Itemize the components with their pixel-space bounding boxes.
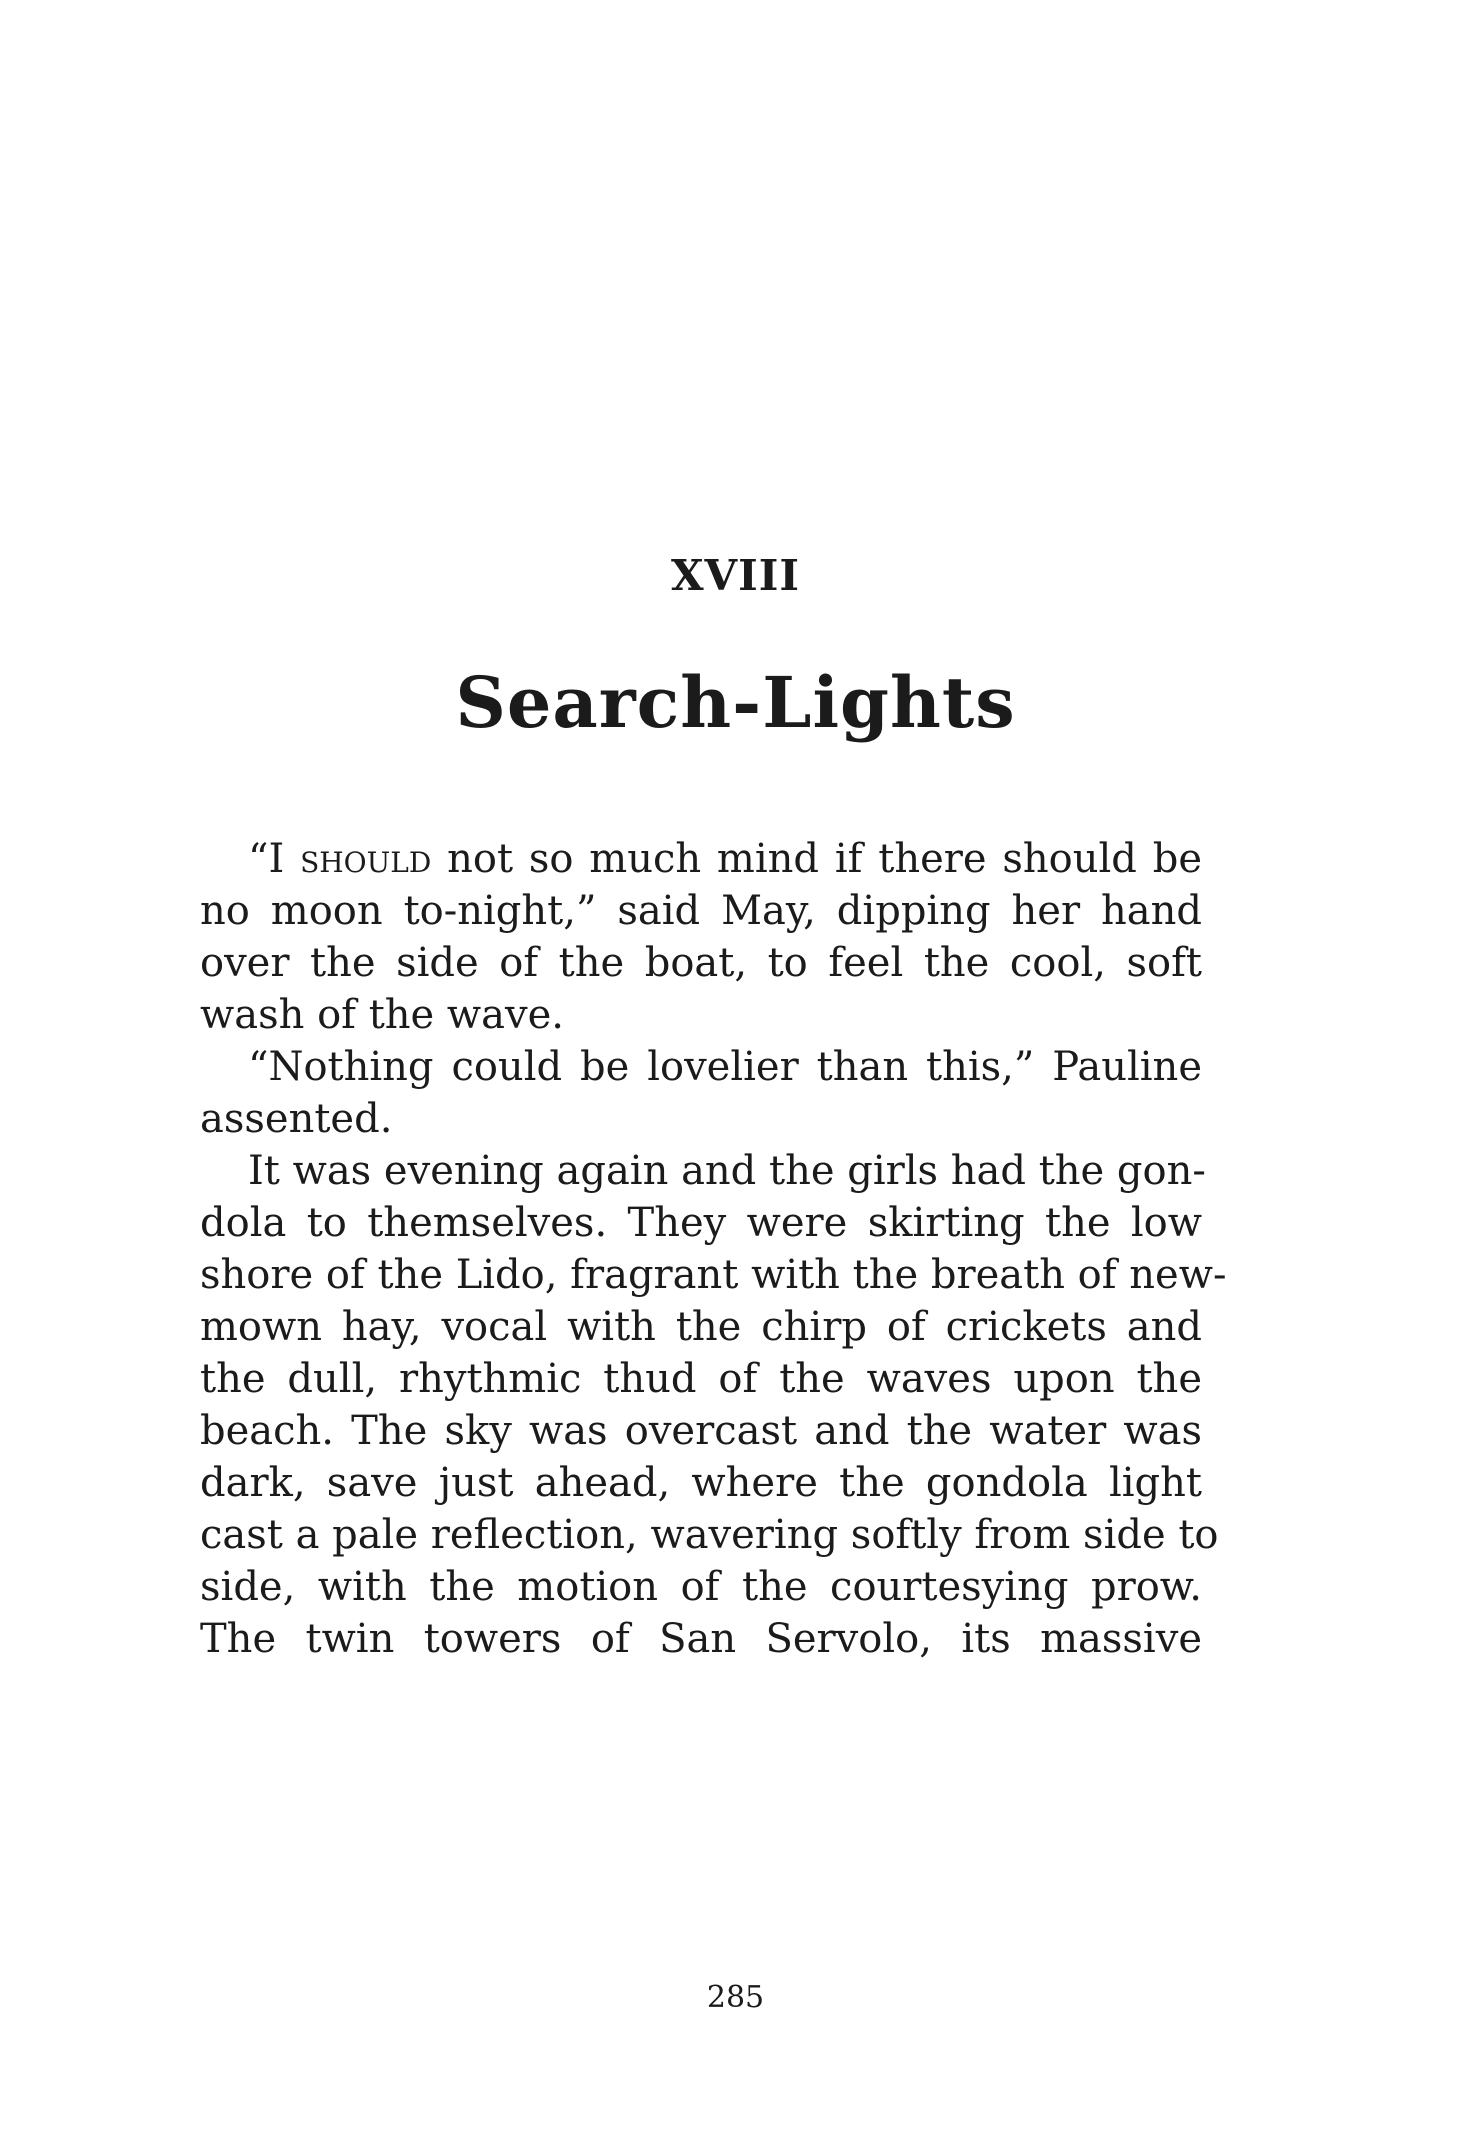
text-line-lead: “I — [248, 836, 301, 882]
text-line: no moon to-night,” said May, dipping her hand — [200, 888, 1202, 934]
text-line: It was evening again and the girls had the gon- — [248, 1148, 1206, 1194]
text-line: assented. — [200, 1096, 393, 1142]
text-line: “Nothing could be lovelier than this,” Pauline — [248, 1044, 1202, 1090]
text-line: side, with the motion of the courtesying prow. — [200, 1564, 1202, 1610]
text-line: mown hay, vocal with the chirp of crickets and — [200, 1304, 1202, 1350]
text-line: over the side of the boat, to feel the cool, soft — [200, 940, 1202, 986]
text-line-rest: not so much mind if there should be — [431, 836, 1202, 882]
text-line: The twin towers of San Servolo, its massive — [200, 1616, 1202, 1662]
text-line: dola to themselves. They were skirting the low — [200, 1200, 1202, 1246]
text-line: shore of the Lido, fragrant with the breath of new- — [200, 1252, 1227, 1298]
text-line: the dull, rhythmic thud of the waves upon the — [200, 1356, 1202, 1402]
text-line-smallcaps: should — [300, 836, 432, 882]
text-line: cast a pale reflection, wavering softly from side to — [200, 1512, 1219, 1558]
chapter-title: Search-Lights — [455, 661, 1016, 744]
page-number: 285 — [706, 1980, 765, 2015]
text-line: wash of the wave. — [200, 992, 564, 1038]
text-line: dark, save just ahead, where the gondola light — [200, 1460, 1202, 1506]
chapter-number: XVIII — [670, 551, 801, 600]
text-line: beach. The sky was overcast and the water was — [200, 1408, 1202, 1454]
